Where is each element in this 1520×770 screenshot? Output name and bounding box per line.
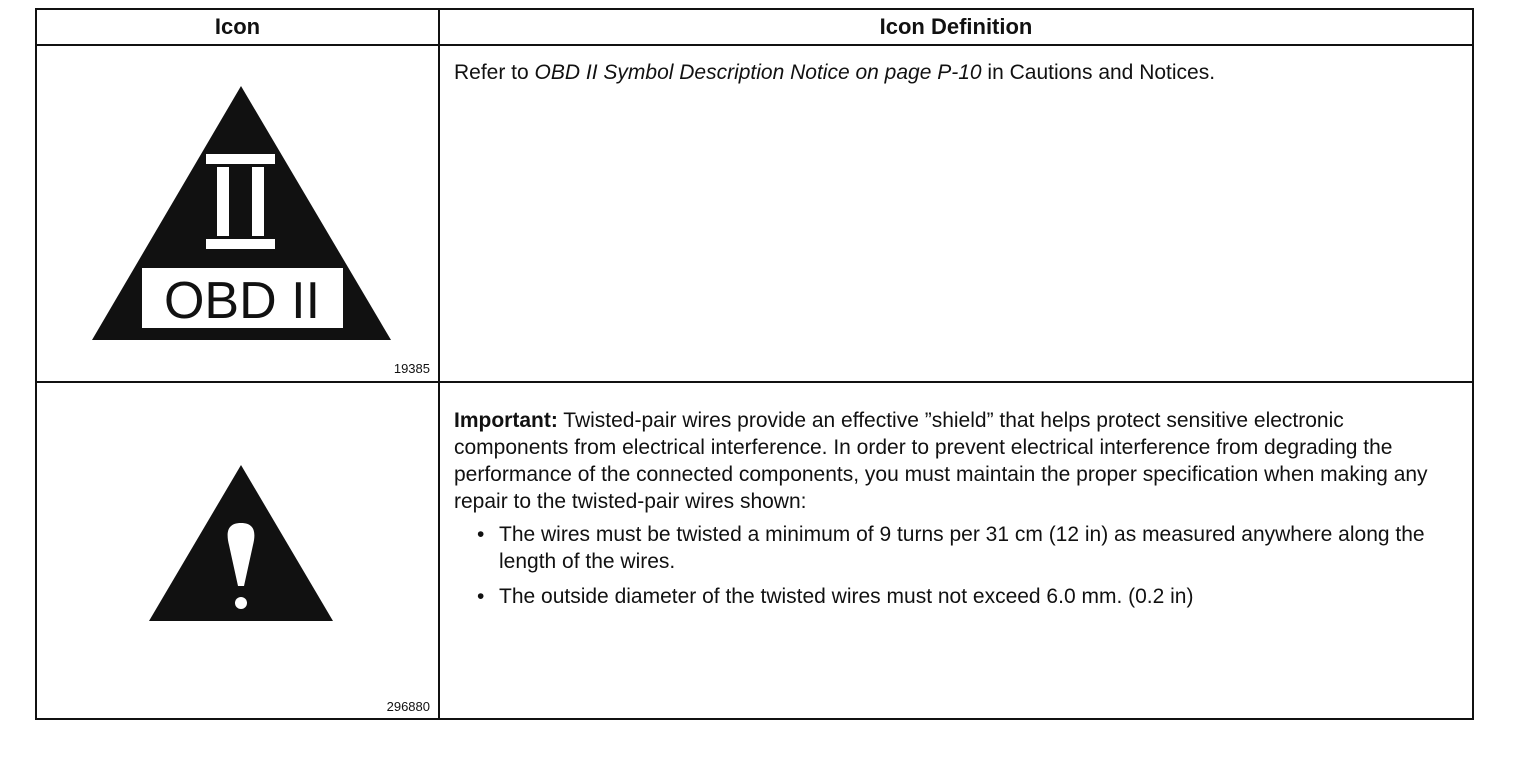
row-2-icon-cell <box>37 383 438 720</box>
definition-prefix: Refer to <box>454 61 535 84</box>
definition-body: Twisted-pair wires provide an effective ”shield” that helps protect sensitive electronic components from electrical interference. In order to prevent electrical interference from degrading the performance of the connected components, you must maintain the proper specification when making any repair to the twisted-pair wires shown: <box>454 409 1428 513</box>
bullet-list <box>454 521 1458 610</box>
important-label: Important: <box>454 409 558 432</box>
definition-text <box>440 383 1472 610</box>
obd-ii-label: OBD II <box>163 272 321 330</box>
figure-number: 296880 <box>386 699 430 714</box>
definition-reference: OBD II Symbol Description Notice on page P-10 <box>534 61 982 84</box>
definition-text <box>440 46 1472 86</box>
header-definition: Icon Definition <box>879 14 1033 39</box>
figure-number: 19385 <box>393 361 430 376</box>
row-1-icon-cell <box>37 46 438 381</box>
definition-suffix: in Cautions and Notices. <box>981 61 1216 84</box>
row-2-definition-cell <box>440 383 1472 720</box>
obd-ii-triangle-icon <box>37 46 438 381</box>
row-1-definition-cell <box>440 46 1472 381</box>
important-exclamation-triangle-icon <box>37 383 438 720</box>
list-item: • The outside diameter of the twisted wires must not exceed 6.0 mm. (0.2 in) <box>499 583 1458 610</box>
list-item: • The wires must be twisted a minimum of 9 turns per 31 cm (12 in) as measured anywhere along the length of the wires. <box>499 521 1458 575</box>
header-icon: Icon <box>214 14 261 39</box>
icon-definition-table <box>35 8 1474 720</box>
